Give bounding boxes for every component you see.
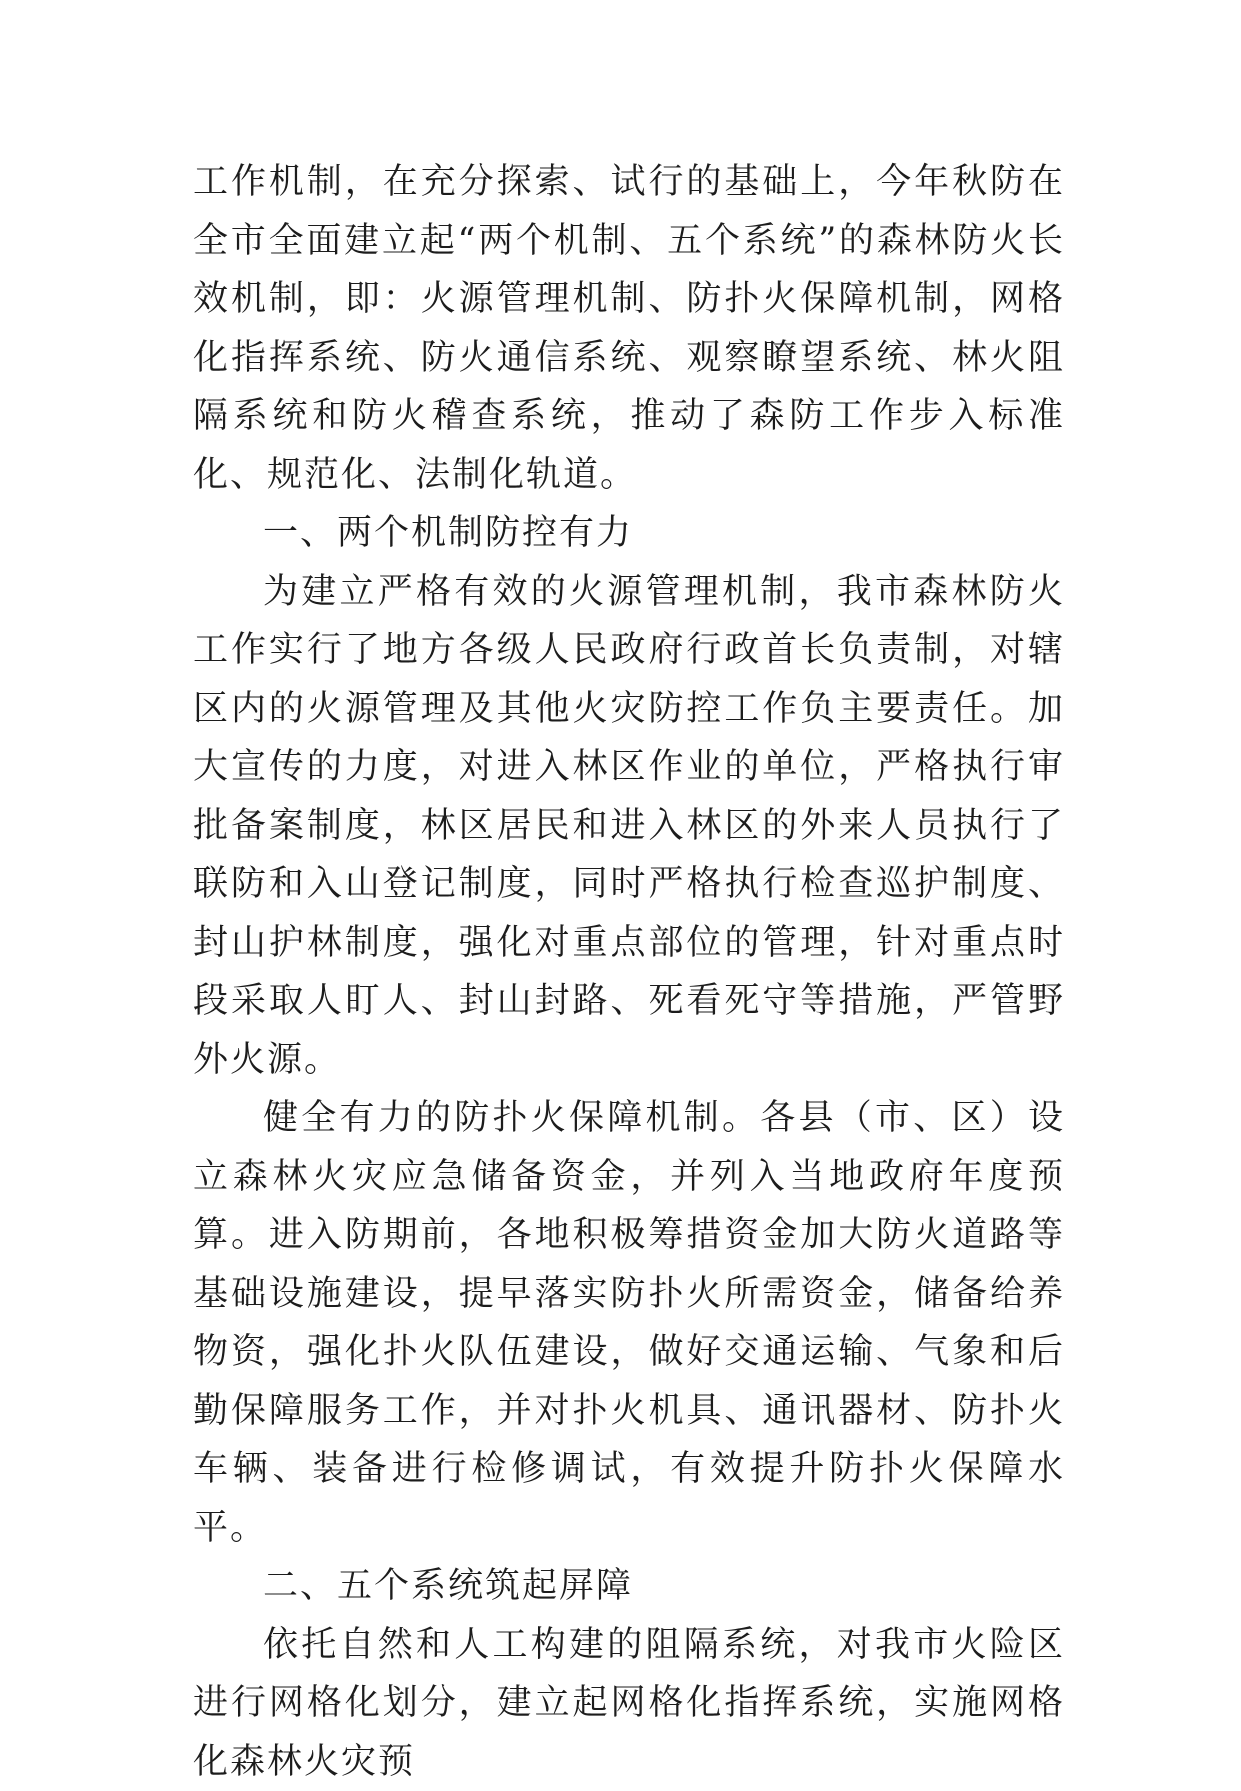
paragraph-continuation: 工作机制，在充分探索、试行的基础上，今年秋防在全市全面建立起“两个机制、五个系统”的森林防火长效机制，即：火源管理机制、防扑火保障机制，网格化指挥系统、防火通信系统、观察瞭望系统、林火阻隔系统和防火稽查系统，推动了森防工作步入标准化、规范化、法制化轨道。: [193, 153, 1065, 504]
paragraph-grid-command-system: 依托自然和人工构建的阻隔系统，对我市火险区进行网格化划分，建立起网格化指挥系统，实施网格化森林火灾预: [193, 1616, 1065, 1791]
document-body: [193, 153, 1065, 1791]
paragraph-firefighting-support: 健全有力的防扑火保障机制。各县（市、区）设立森林火灾应急储备资金，并列入当地政府年度预算。进入防期前，各地积极筹措资金加大防火道路等基础设施建设，提早落实防扑火所需资金，储备给养物资，强化扑火队伍建设，做好交通运输、气象和后勤保障服务工作，并对扑火机具、通讯器材、防扑火车辆、装备进行检修调试，有效提升防扑火保障水平。: [193, 1089, 1065, 1557]
paragraph-fire-source-management: 为建立严格有效的火源管理机制，我市森林防火工作实行了地方各级人民政府行政首长负责制，对辖区内的火源管理及其他火灾防控工作负主要责任。加大宣传的力度，对进入林区作业的单位，严格执行审批备案制度，林区居民和进入林区的外来人员执行了联防和入山登记制度，同时严格执行检查巡护制度、封山护林制度，强化对重点部位的管理，针对重点时段采取人盯人、封山封路、死看死守等措施，严管野外火源。: [193, 563, 1065, 1090]
section-heading-1: 一、两个机制防控有力: [193, 504, 1065, 563]
section-heading-2: 二、五个系统筑起屏障: [193, 1557, 1065, 1616]
